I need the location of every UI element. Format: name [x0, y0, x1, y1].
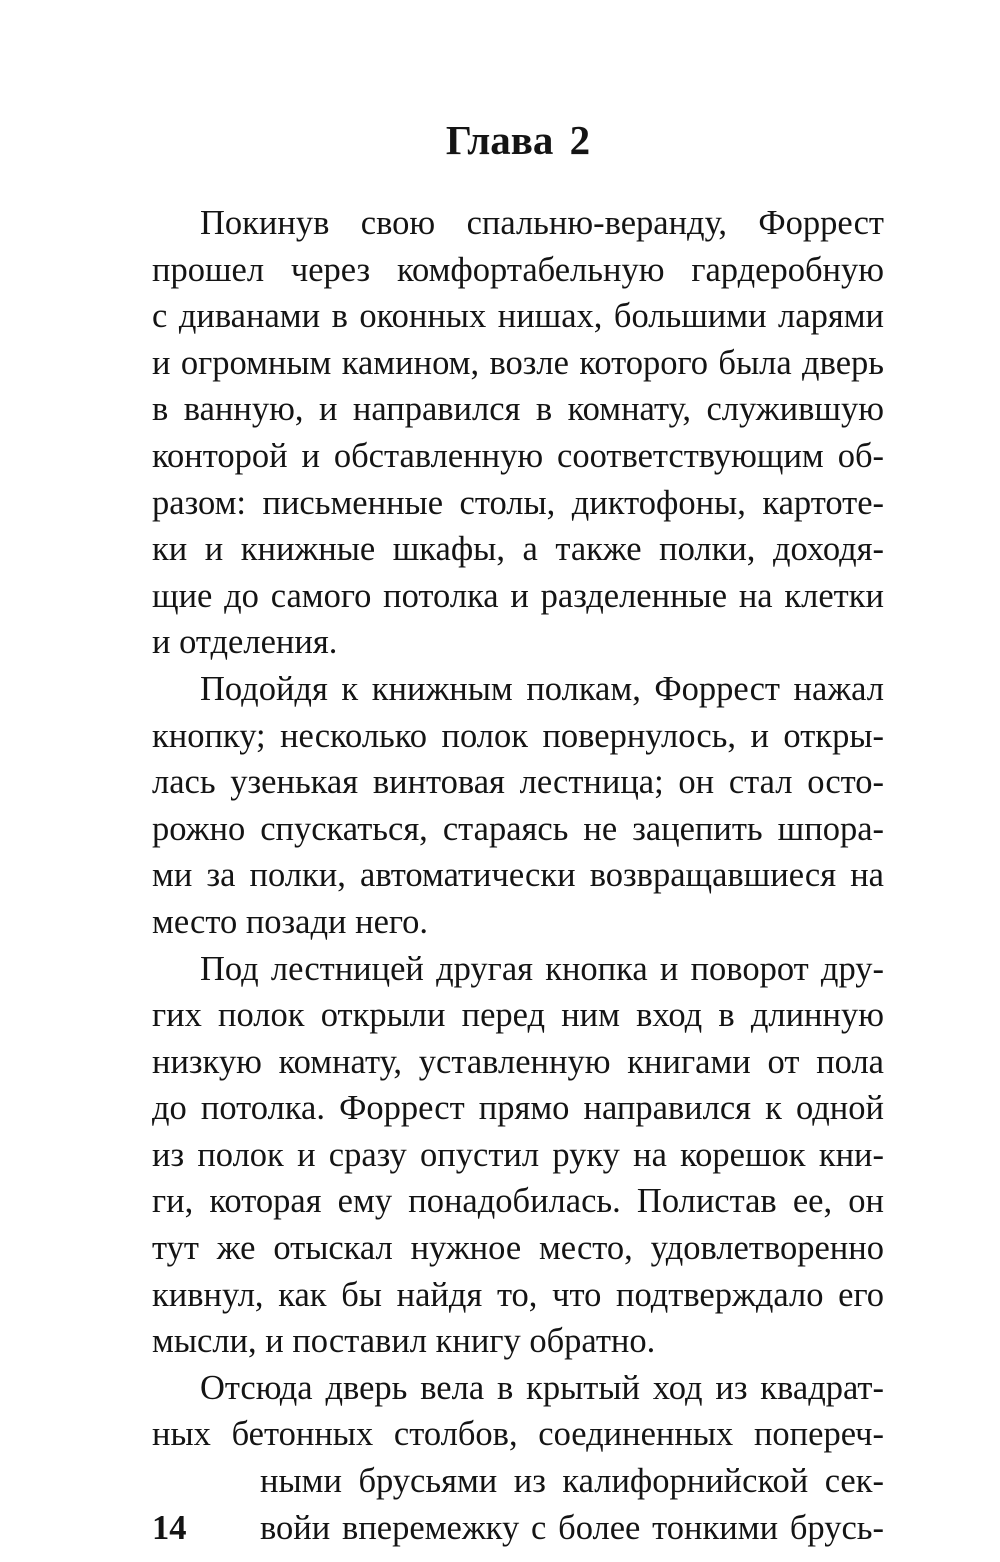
text-line: Покинув свою спальню-веранду, Форрест: [200, 204, 884, 242]
text-line: лась узенькая винтовая лестница; он стал осто-: [152, 763, 884, 802]
text-line: рожно спускаться, стараясь не зацепить шпора-: [152, 809, 884, 848]
text-line: ными брусьями из калифорнийской сек-: [260, 1462, 884, 1501]
chapter-title: Глава 2: [445, 117, 591, 163]
text-line: в ванную, и направился в комнату, служившую: [152, 390, 884, 429]
page-number: 14: [152, 1508, 187, 1547]
text-line: кивнул, как бы найдя то, что подтверждало его: [152, 1275, 884, 1314]
folio-row: [152, 1505, 884, 1552]
text-line: из полок и сразу опустил руку на корешок кни-: [152, 1135, 884, 1174]
text-line: тут же отыскал нужное место, удовлетворенно: [152, 1229, 884, 1268]
text-line: разом: письменные столы, диктофоны, картоте-: [152, 483, 884, 522]
text-line: мысли, и поставил книгу обратно.: [152, 1322, 656, 1361]
text-line: с диванами в оконных нишах, большими ларями: [152, 297, 884, 336]
body-text: [152, 200, 884, 1551]
paragraph: [152, 946, 884, 1365]
text-line: прошел через комфортабельную гардеробную: [152, 250, 884, 289]
text-line: низкую комнату, уставленную книгами от пола: [152, 1042, 884, 1081]
text-line: Отсюда дверь вела в крытый ход из квадрат-: [200, 1368, 884, 1407]
paragraph: [152, 666, 884, 946]
text-line: до потолка. Форрест прямо направился к одной: [152, 1089, 884, 1128]
text-line: конторой и обставленную соответствующим об-: [152, 436, 884, 475]
text-line: ми за полки, автоматически возвращавшиеся на: [152, 856, 884, 895]
text-line: гих полок открыли перед ним вход в длинную: [152, 996, 884, 1035]
text-line: ги, которая ему понадобилась. Полистав ее, он: [152, 1182, 884, 1221]
text-line: щие до самого потолка и разделенные на клетки: [152, 576, 884, 615]
text-line: Подойдя к книжным полкам, Форрест нажал: [200, 669, 884, 708]
text-line: войи вперемежку с более тонкими брусь-: [260, 1508, 884, 1547]
text-line: и отделения.: [152, 623, 338, 662]
paragraph: [152, 1365, 884, 1551]
text-line: и огромным камином, возле которого была дверь: [152, 343, 884, 382]
text-line: кнопку; несколько полок повернулось, и откры-: [152, 716, 884, 755]
text-line: ных бетонных столбов, соединенных попереч-: [152, 1415, 884, 1454]
text-line: место позади него.: [152, 902, 429, 941]
text-line: Под лестницей другая кнопка и поворот дру-: [200, 949, 884, 988]
paragraph: [152, 200, 884, 666]
text-line: ки и книжные шкафы, а также полки, доходя-: [152, 530, 884, 569]
